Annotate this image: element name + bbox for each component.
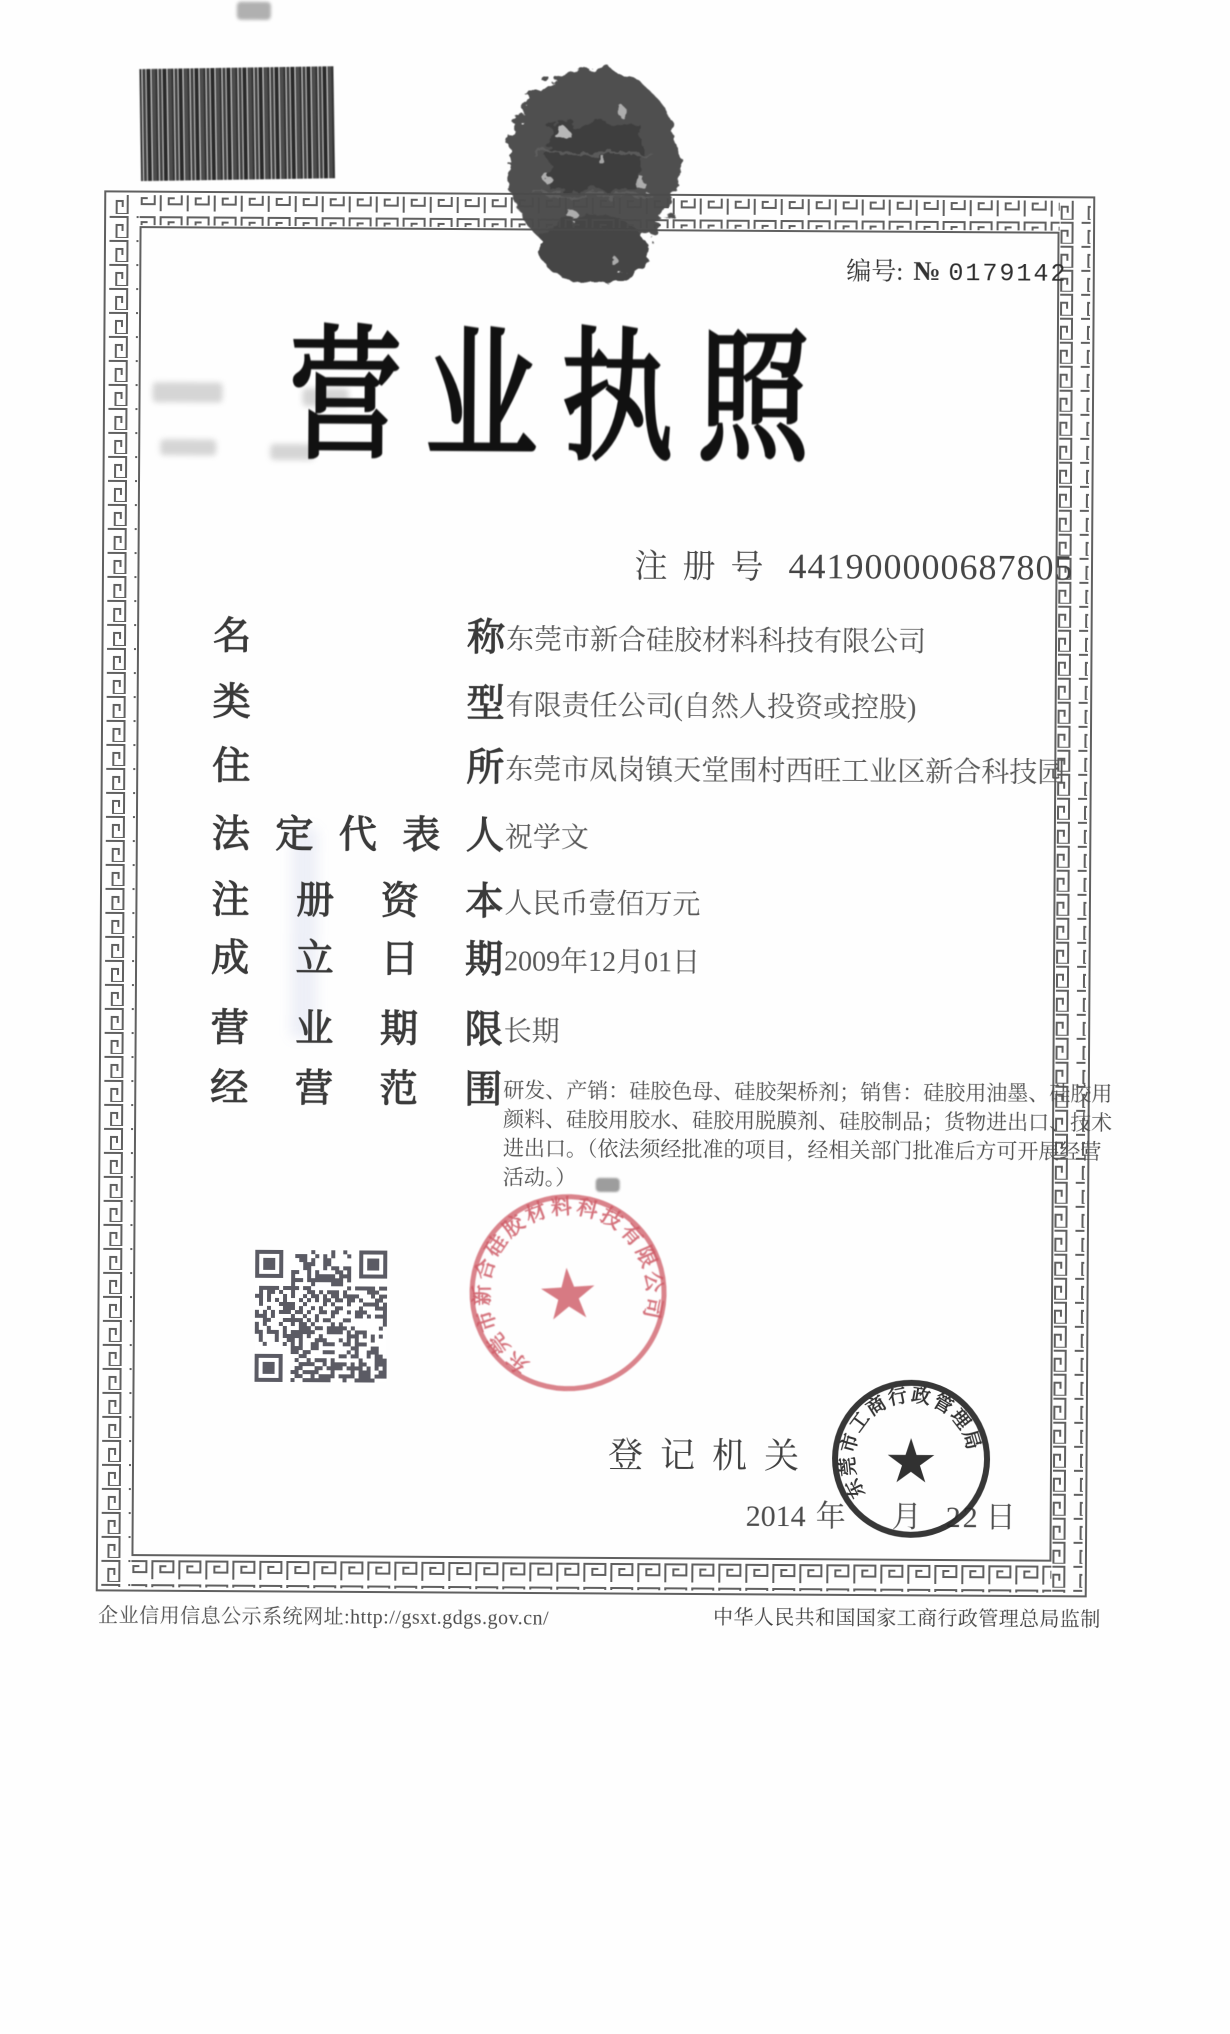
field-value: 东莞市凤岗镇天堂围村西旺工业区新合科技园 xyxy=(505,754,1066,789)
field-label: 经 营 范 围 xyxy=(210,1067,503,1112)
scan-artifact xyxy=(237,2,271,20)
numero-sign: № xyxy=(913,255,941,286)
registrar-label: 登记机关 xyxy=(607,1435,817,1477)
field-value: 祝学文 xyxy=(504,822,589,854)
qr-code-image xyxy=(255,1250,388,1383)
field-value: 长期 xyxy=(503,1016,560,1048)
field-value: 有限责任公司(自然人投资或控股) xyxy=(505,690,917,724)
registration-number-line xyxy=(634,540,1073,590)
registration-number: 441900000687805 xyxy=(788,546,1074,588)
document-title: 营 业 执 照 xyxy=(289,318,810,481)
star-icon: ★ xyxy=(886,1431,936,1492)
field-value: 研发、产销：硅胶色母、硅胶架桥剂；销售：硅胶用油墨、硅胶用颜料、硅胶用胶水、硅胶用脱膜剂、硅胶制品；货物进出口、技术进出口。（依法须经批准的项目，经相关部门批准后方可开展经营活动。） xyxy=(502,1078,1113,1190)
serial-number: 0179142 xyxy=(948,259,1068,289)
field-value: 人民币壹佰万元 xyxy=(504,888,701,921)
field-label: 类 型 xyxy=(212,681,505,726)
registry-seal-stamp xyxy=(826,1373,997,1544)
serial-number-line xyxy=(846,251,1067,288)
star-icon: ★ xyxy=(538,1260,599,1332)
registration-label: 注册号 xyxy=(634,549,779,586)
field-label: 成 立 日 期 xyxy=(210,937,504,982)
serial-label: 编号: xyxy=(846,258,904,286)
registry-seal-text: 东莞市工商行政管理局 xyxy=(837,1385,985,1502)
company-seal-stamp xyxy=(452,1177,683,1408)
issue-year: 2014 xyxy=(745,1499,806,1534)
footer-issuing-authority: 中华人民共和国国家工商行政管理总局监制 xyxy=(713,1606,1101,1631)
footer-public-info-url: 企业信用信息公示系统网址:http://gsxt.gdgs.gov.cn/ xyxy=(98,1604,550,1630)
field-value: 2009年12月01日 xyxy=(503,946,701,979)
barcode-image xyxy=(139,66,335,181)
field-value: 东莞市新合硅胶材料科技有限公司 xyxy=(505,624,927,658)
field-label: 营 业 期 限 xyxy=(210,1007,503,1052)
field-label: 注 册 资 本 xyxy=(211,879,504,924)
company-seal-text: 东莞市新合硅胶材料科技有限公司 xyxy=(469,1194,667,1379)
field-label: 法 定 代 表 人 xyxy=(211,813,504,858)
field-label: 名 称 xyxy=(212,615,506,660)
issue-date-line: 2014 年 月 22 日 xyxy=(745,1499,1016,1535)
field-label: 住 所 xyxy=(212,745,505,790)
issue-day: 22 xyxy=(945,1501,980,1535)
